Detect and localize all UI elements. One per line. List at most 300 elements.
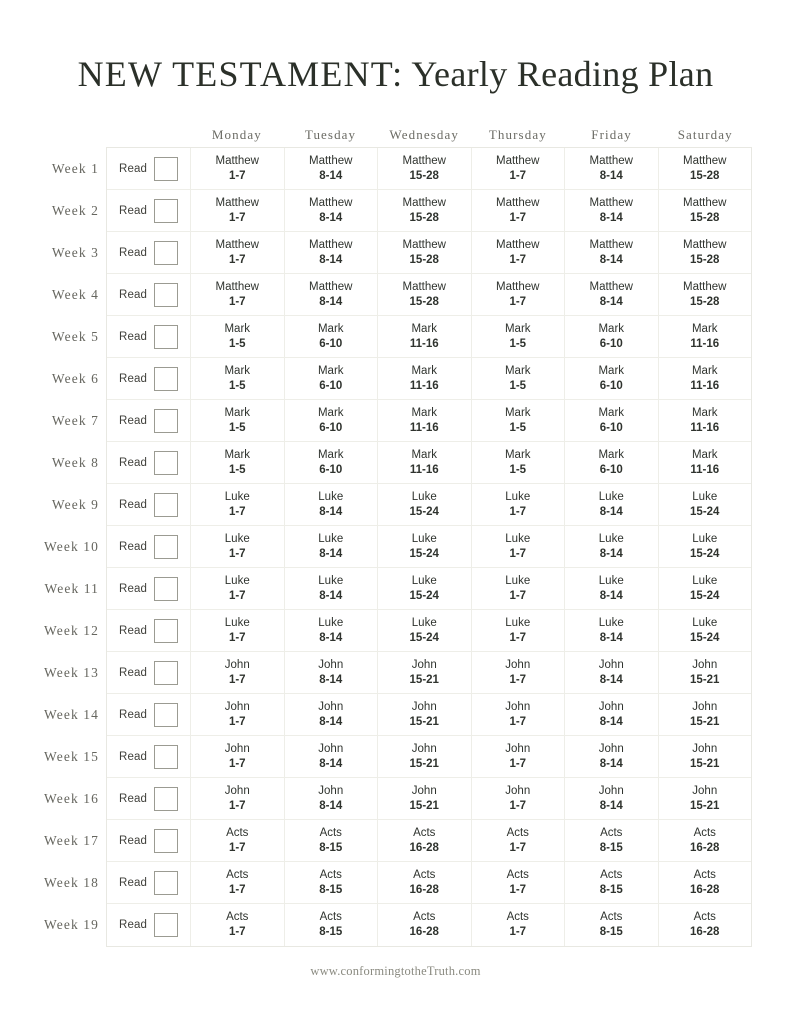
reading-book: Mark <box>411 406 438 419</box>
reading-cell <box>472 232 566 273</box>
read-checkbox[interactable] <box>154 451 178 475</box>
reading-cell <box>285 442 379 483</box>
week-label: Week 13 <box>44 665 99 680</box>
reading-cell <box>191 652 285 693</box>
reading-chapters: 11-16 <box>409 421 439 434</box>
reading-chapters: 1-7 <box>509 589 527 602</box>
read-checkbox[interactable] <box>154 409 178 433</box>
reading-cell <box>378 820 472 861</box>
reading-cell <box>191 442 285 483</box>
reading-cell <box>565 442 659 483</box>
reading-chapters: 15-21 <box>690 757 720 770</box>
reading-book: Acts <box>506 826 529 839</box>
read-checkbox[interactable] <box>154 199 178 223</box>
reading-cell <box>565 316 659 357</box>
reading-chapters: 1-7 <box>509 673 527 686</box>
reading-book: John <box>505 784 531 797</box>
reading-book: John <box>224 658 250 671</box>
reading-chapters: 8-14 <box>599 673 623 686</box>
read-checkbox[interactable] <box>154 535 178 559</box>
reading-cell <box>285 862 379 903</box>
reading-chapters: 8-14 <box>599 295 623 308</box>
read-checkbox[interactable] <box>154 241 178 265</box>
reading-cell <box>191 190 285 231</box>
reading-cell <box>659 694 752 735</box>
read-label: Read <box>119 919 147 931</box>
reading-chapters: 1-7 <box>228 589 246 602</box>
reading-chapters: 15-28 <box>690 211 720 224</box>
reading-cell <box>472 484 566 525</box>
reading-book: Matthew <box>683 196 727 209</box>
reading-cell <box>472 610 566 651</box>
reading-book: John <box>692 658 718 671</box>
table-row <box>51 190 751 232</box>
reading-book: Luke <box>505 490 531 503</box>
reading-cell <box>659 778 752 819</box>
reading-cell <box>565 820 659 861</box>
reading-chapters: 15-28 <box>690 169 720 182</box>
reading-cell <box>285 190 379 231</box>
reading-cell <box>378 526 472 567</box>
reading-chapters: 1-7 <box>509 841 527 854</box>
reading-cell <box>565 694 659 735</box>
read-checkbox[interactable] <box>154 619 178 643</box>
reading-chapters: 6-10 <box>599 421 623 434</box>
reading-book: John <box>224 742 250 755</box>
reading-chapters: 8-14 <box>599 253 623 266</box>
reading-book: Luke <box>318 616 344 629</box>
reading-chapters: 1-7 <box>509 253 527 266</box>
reading-book: Acts <box>319 868 342 881</box>
reading-cell <box>659 610 752 651</box>
reading-chapters: 1-5 <box>509 463 527 476</box>
reading-book: John <box>318 658 344 671</box>
reading-chapters: 1-7 <box>228 673 246 686</box>
reading-book: John <box>692 742 718 755</box>
reading-book: Mark <box>317 364 344 377</box>
table-row <box>51 484 751 526</box>
table-row <box>51 316 751 358</box>
reading-book: Mark <box>224 364 251 377</box>
reading-chapters: 15-21 <box>690 715 720 728</box>
reading-book: Mark <box>598 364 625 377</box>
reading-cell <box>472 526 566 567</box>
reading-chapters: 11-16 <box>690 421 720 434</box>
read-checkbox[interactable] <box>154 745 178 769</box>
footer-url: www.conformingtotheTruth.com <box>310 964 481 978</box>
read-label: Read <box>119 498 147 511</box>
reading-chapters: 11-16 <box>409 379 439 392</box>
reading-book: John <box>224 784 250 797</box>
reading-chapters: 1-7 <box>509 169 527 182</box>
reading-cell <box>565 148 659 189</box>
day-header-friday: Friday <box>591 127 632 142</box>
reading-cell <box>565 484 659 525</box>
reading-chapters: 15-28 <box>690 295 720 308</box>
reading-book: Acts <box>413 911 436 923</box>
read-label: Read <box>119 204 147 217</box>
reading-cell <box>285 904 379 946</box>
table-row <box>44 526 751 568</box>
reading-book: Luke <box>598 532 624 545</box>
reading-chapters: 15-21 <box>690 673 720 686</box>
table-row <box>44 568 751 610</box>
reading-chapters: 1-7 <box>509 715 527 728</box>
reading-cell <box>378 484 472 525</box>
reading-chapters: 1-5 <box>509 337 527 350</box>
reading-cell <box>659 526 752 567</box>
reading-chapters: 15-24 <box>409 631 439 644</box>
reading-chapters: 8-15 <box>319 926 343 938</box>
table-row <box>44 694 751 736</box>
reading-chapters: 15-24 <box>690 631 720 644</box>
reading-cell <box>659 148 752 189</box>
reading-chapters: 15-21 <box>409 673 439 686</box>
reading-chapters: 6-10 <box>599 379 623 392</box>
read-checkbox[interactable] <box>154 283 178 307</box>
reading-book: Mark <box>598 322 625 335</box>
reading-cell <box>191 316 285 357</box>
reading-cell <box>472 400 566 441</box>
reading-book: Luke <box>692 532 718 545</box>
reading-book: Luke <box>411 616 437 629</box>
day-header-thursday: Thursday <box>488 127 547 142</box>
reading-chapters: 15-28 <box>409 211 439 224</box>
reading-book: John <box>411 742 437 755</box>
reading-cell <box>659 316 752 357</box>
reading-chapters: 8-14 <box>319 295 343 308</box>
reading-chapters: 1-5 <box>509 421 527 434</box>
read-cell <box>107 274 191 315</box>
reading-book: Mark <box>598 406 625 419</box>
reading-cell <box>378 862 472 903</box>
day-header-saturday: Saturday <box>677 127 733 142</box>
week-label: Week 10 <box>44 539 99 554</box>
table-row <box>44 652 751 694</box>
table-row <box>44 610 751 652</box>
page-title <box>0 52 791 96</box>
reading-cell <box>565 358 659 399</box>
reading-chapters: 15-28 <box>409 295 439 308</box>
reading-cell <box>378 610 472 651</box>
week-label: Week 5 <box>51 329 99 344</box>
read-checkbox[interactable] <box>154 871 178 895</box>
reading-chapters: 8-14 <box>599 211 623 224</box>
reading-cell <box>378 904 472 946</box>
reading-book: Mark <box>691 448 718 461</box>
reading-book: Matthew <box>402 280 446 293</box>
reading-cell <box>472 568 566 609</box>
reading-book: Matthew <box>309 154 353 167</box>
read-cell <box>107 862 191 903</box>
reading-cell <box>472 820 566 861</box>
read-checkbox[interactable] <box>154 787 178 811</box>
reading-cell <box>191 820 285 861</box>
reading-chapters: 1-7 <box>228 295 246 308</box>
read-checkbox[interactable] <box>154 325 178 349</box>
reading-chapters: 11-16 <box>690 379 720 392</box>
week-label: Week 1 <box>51 161 99 176</box>
reading-cell <box>285 232 379 273</box>
reading-chapters: 8-14 <box>319 589 343 602</box>
reading-chapters: 11-16 <box>409 463 439 476</box>
reading-chapters: 8-14 <box>319 799 343 812</box>
reading-cell <box>659 358 752 399</box>
read-label: Read <box>119 834 147 847</box>
reading-chapters: 8-14 <box>319 253 343 266</box>
reading-cell <box>565 778 659 819</box>
reading-book: Mark <box>224 406 251 419</box>
reading-cell <box>191 610 285 651</box>
reading-chapters: 6-10 <box>319 379 343 392</box>
reading-cell <box>472 904 566 946</box>
read-label: Read <box>119 624 147 637</box>
reading-chapters: 15-28 <box>409 253 439 266</box>
reading-cell <box>285 736 379 777</box>
read-checkbox[interactable] <box>154 703 178 727</box>
reading-book: Matthew <box>215 238 259 251</box>
reading-cell <box>191 778 285 819</box>
week-label: Week 8 <box>51 455 99 470</box>
reading-cell <box>191 148 285 189</box>
read-checkbox[interactable] <box>154 157 178 181</box>
reading-cell <box>659 568 752 609</box>
reading-book: John <box>692 700 718 713</box>
reading-book: Mark <box>411 364 438 377</box>
reading-chapters: 1-5 <box>228 463 246 476</box>
reading-book: Acts <box>506 868 529 881</box>
reading-book: Matthew <box>589 196 633 209</box>
reading-chapters: 1-7 <box>509 505 527 518</box>
read-checkbox[interactable] <box>154 913 178 937</box>
reading-book: John <box>598 742 624 755</box>
reading-chapters: 8-14 <box>319 673 343 686</box>
reading-book: Luke <box>318 532 344 545</box>
reading-book: John <box>598 784 624 797</box>
reading-cell <box>659 736 752 777</box>
reading-book: Acts <box>319 826 342 839</box>
reading-book: Matthew <box>683 238 727 251</box>
reading-cell <box>659 442 752 483</box>
reading-cell <box>378 358 472 399</box>
reading-book: Mark <box>598 448 625 461</box>
reading-chapters: 16-28 <box>409 841 439 854</box>
reading-cell <box>285 610 379 651</box>
read-cell <box>107 400 191 441</box>
reading-chapters: 6-10 <box>319 421 343 434</box>
page-title-caps: NEW TESTAMENT: <box>77 54 404 94</box>
reading-chapters: 16-28 <box>409 883 439 896</box>
reading-chapters: 16-28 <box>690 883 720 896</box>
reading-book: Matthew <box>496 238 540 251</box>
read-checkbox[interactable] <box>154 493 178 517</box>
reading-chapters: 8-14 <box>319 505 343 518</box>
reading-book: Acts <box>600 826 623 839</box>
reading-cell <box>378 442 472 483</box>
reading-cell <box>191 274 285 315</box>
reading-book: Luke <box>411 490 437 503</box>
reading-cell <box>659 274 752 315</box>
reading-chapters: 8-14 <box>319 211 343 224</box>
reading-chapters: 15-24 <box>690 547 720 560</box>
reading-cell <box>191 358 285 399</box>
reading-cell <box>191 568 285 609</box>
reading-cell <box>565 652 659 693</box>
reading-chapters: 8-15 <box>599 926 623 938</box>
page-title-rest: Yearly Reading Plan <box>403 54 714 94</box>
read-label: Read <box>119 414 147 427</box>
reading-chapters: 8-14 <box>319 757 343 770</box>
reading-book: Acts <box>226 868 249 881</box>
read-cell <box>107 358 191 399</box>
reading-book: Matthew <box>215 280 259 293</box>
reading-book: John <box>505 700 531 713</box>
reading-book: Mark <box>224 322 251 335</box>
reading-cell <box>659 232 752 273</box>
reading-book: Mark <box>504 448 531 461</box>
reading-cell <box>191 862 285 903</box>
read-cell <box>107 484 191 525</box>
reading-book: Mark <box>411 322 438 335</box>
reading-book: Acts <box>319 911 342 923</box>
reading-book: Mark <box>691 406 718 419</box>
reading-cell <box>378 736 472 777</box>
read-cell <box>107 232 191 273</box>
reading-book: Matthew <box>589 280 633 293</box>
reading-chapters: 1-7 <box>509 547 527 560</box>
reading-chapters: 1-7 <box>228 631 246 644</box>
read-label: Read <box>119 666 147 679</box>
week-label: Week 3 <box>51 245 99 260</box>
read-label: Read <box>119 708 147 721</box>
week-label: Week 12 <box>44 623 99 638</box>
reading-book: Acts <box>226 911 249 923</box>
reading-chapters: 1-5 <box>228 379 246 392</box>
read-label: Read <box>119 288 147 301</box>
reading-chapters: 6-10 <box>599 337 623 350</box>
reading-chapters: 11-16 <box>690 337 720 350</box>
reading-cell <box>285 274 379 315</box>
reading-book: Luke <box>692 616 718 629</box>
reading-cell <box>285 484 379 525</box>
reading-cell <box>472 274 566 315</box>
week-label: Week 15 <box>44 749 99 764</box>
read-cell <box>107 526 191 567</box>
week-label: Week 6 <box>51 371 99 386</box>
reading-book: Matthew <box>402 196 446 209</box>
reading-book: Matthew <box>589 154 633 167</box>
reading-book: Matthew <box>683 154 727 167</box>
read-checkbox[interactable] <box>154 829 178 853</box>
read-cell <box>107 190 191 231</box>
reading-cell <box>472 694 566 735</box>
reading-book: John <box>505 658 531 671</box>
reading-cell <box>659 904 752 946</box>
reading-cell <box>472 190 566 231</box>
reading-cell <box>378 568 472 609</box>
week-label: Week 11 <box>44 581 99 596</box>
reading-book: Luke <box>224 616 250 629</box>
read-cell <box>107 442 191 483</box>
reading-cell <box>659 400 752 441</box>
reading-chapters: 15-21 <box>409 715 439 728</box>
read-cell <box>107 148 191 189</box>
reading-book: John <box>224 700 250 713</box>
reading-book: Matthew <box>215 154 259 167</box>
reading-book: Mark <box>504 364 531 377</box>
reading-cell <box>378 778 472 819</box>
reading-cell <box>565 862 659 903</box>
reading-book: Luke <box>224 574 250 587</box>
reading-book: Luke <box>411 574 437 587</box>
read-checkbox[interactable] <box>154 577 178 601</box>
reading-chapters: 16-28 <box>690 841 720 854</box>
reading-chapters: 15-24 <box>409 505 439 518</box>
reading-chapters: 1-7 <box>509 799 527 812</box>
reading-chapters: 8-14 <box>599 631 623 644</box>
reading-book: Mark <box>317 322 344 335</box>
reading-chapters: 1-7 <box>228 253 246 266</box>
reading-book: Matthew <box>496 196 540 209</box>
reading-book: Matthew <box>309 196 353 209</box>
reading-book: John <box>411 700 437 713</box>
reading-book: Luke <box>598 616 624 629</box>
reading-book: Matthew <box>683 280 727 293</box>
week-label: Week 18 <box>44 875 99 890</box>
reading-book: Mark <box>691 322 718 335</box>
read-label: Read <box>119 750 147 763</box>
reading-chapters: 6-10 <box>319 463 343 476</box>
reading-chapters: 6-10 <box>599 463 623 476</box>
reading-book: Matthew <box>402 154 446 167</box>
reading-chapters: 11-16 <box>690 463 720 476</box>
reading-chapters: 8-14 <box>599 757 623 770</box>
reading-book: John <box>411 784 437 797</box>
reading-cell <box>285 526 379 567</box>
reading-plan-table <box>44 147 752 947</box>
reading-cell <box>285 820 379 861</box>
reading-chapters: 1-7 <box>228 757 246 770</box>
read-checkbox[interactable] <box>154 367 178 391</box>
reading-chapters: 8-14 <box>319 169 343 182</box>
reading-cell <box>659 484 752 525</box>
reading-chapters: 1-7 <box>228 547 246 560</box>
reading-cell <box>472 778 566 819</box>
read-checkbox[interactable] <box>154 661 178 685</box>
reading-cell <box>378 694 472 735</box>
reading-cell <box>565 232 659 273</box>
week-label: Week 19 <box>44 917 99 932</box>
reading-book: Luke <box>598 574 624 587</box>
reading-chapters: 1-7 <box>509 211 527 224</box>
reading-chapters: 15-28 <box>690 253 720 266</box>
reading-book: Luke <box>505 574 531 587</box>
reading-book: Matthew <box>309 280 353 293</box>
read-label: Read <box>119 372 147 385</box>
reading-book: Mark <box>691 364 718 377</box>
reading-cell <box>659 862 752 903</box>
read-label: Read <box>119 456 147 469</box>
reading-book: John <box>598 658 624 671</box>
read-cell <box>107 778 191 819</box>
week-label: Week 2 <box>51 203 99 218</box>
reading-book: Matthew <box>309 238 353 251</box>
reading-book: Matthew <box>589 238 633 251</box>
reading-chapters: 8-15 <box>599 883 623 896</box>
reading-book: John <box>411 658 437 671</box>
reading-chapters: 16-28 <box>690 926 720 938</box>
reading-book: Mark <box>504 322 531 335</box>
